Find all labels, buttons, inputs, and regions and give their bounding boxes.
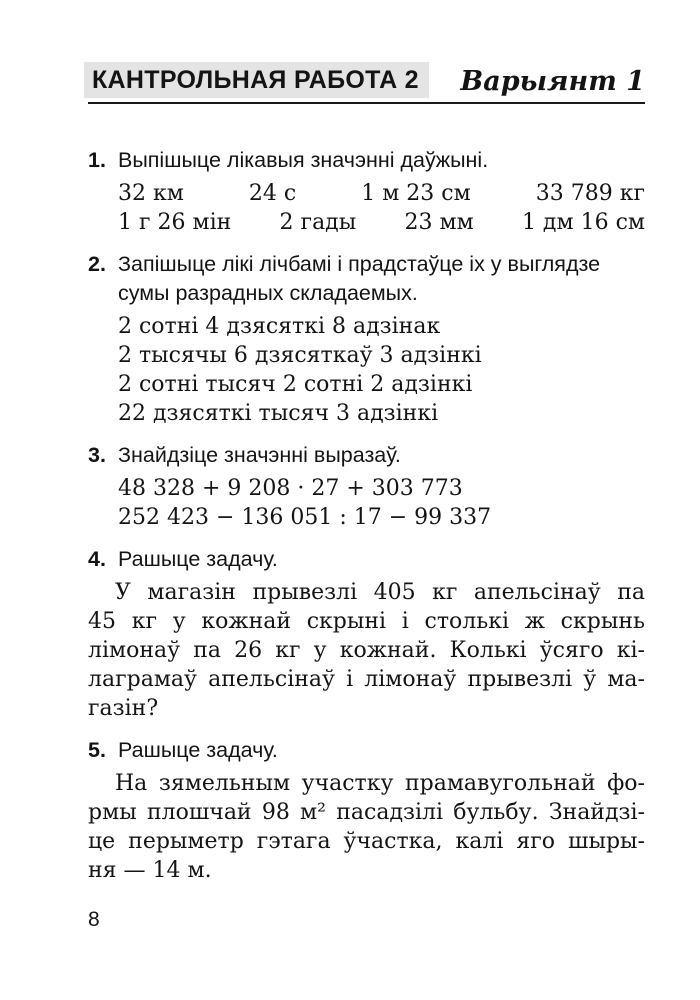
task-1-body <box>118 179 645 237</box>
task-number: 3. <box>88 443 106 467</box>
expression-line: 252 423 − 136 051 : 17 − 99 337 <box>118 505 492 530</box>
measurement-value: 24 с <box>248 181 297 206</box>
task-3 <box>88 441 645 532</box>
paragraph-line: На зямельным участку прамавугольнай фо- <box>115 771 645 796</box>
paragraph-line: У магазін прывезлі 405 кг апельсінаў па <box>115 580 645 605</box>
task-instruction: Рашыце задачу. <box>118 547 278 571</box>
task-5-head <box>88 736 645 765</box>
number-words-line: 2 сотні тысяч 2 сотні 2 адзінкі <box>118 372 473 397</box>
task-number: 1. <box>88 148 106 172</box>
task-5 <box>88 736 645 885</box>
measurement-value: 23 мм <box>404 210 474 235</box>
page-header <box>88 62 645 98</box>
measurement-value: 33 789 кг <box>535 181 645 206</box>
measurement-row <box>118 208 645 237</box>
measurement-value: 1 м 23 см <box>361 181 471 206</box>
task-instruction: Выпішыце лікавыя значэнні даўжыні. <box>118 148 489 172</box>
header-divider <box>88 102 645 104</box>
paragraph-line: це перыметр гэтага ўчастка, калі яго шыры- <box>88 829 645 854</box>
paragraph-line: ня — 14 м. <box>88 858 212 883</box>
task-instruction: Знайдзіце значэнні выразаў. <box>118 443 401 467</box>
task-number: 4. <box>88 547 106 571</box>
paragraph-line: лімонаў па 26 кг у кожнай. Колькі ўсяго кі- <box>88 638 645 663</box>
task-4-head <box>88 545 645 574</box>
task-instruction: Рашыце задачу. <box>118 738 278 762</box>
number-words-line: 22 дзясяткі тысяч 3 адзінкі <box>118 401 439 426</box>
task-number: 2. <box>88 252 106 276</box>
measurement-value: 1 г 26 мін <box>118 210 232 235</box>
task-number: 5. <box>88 738 106 762</box>
task-1 <box>88 146 645 237</box>
measurement-row <box>118 179 645 208</box>
task-3-head <box>88 441 645 470</box>
task-4 <box>88 545 645 723</box>
expression-line: 48 328 + 9 208 · 27 + 303 773 <box>118 476 463 501</box>
task-2-body <box>118 312 645 428</box>
paragraph-line: лаграмаў апельсінаў і лімонаў прывезлі ў ма- <box>88 667 645 692</box>
paragraph-line: газін? <box>88 696 159 721</box>
task-3-body <box>118 474 645 532</box>
number-words-line: 2 тысячы 6 дзясяткаў 3 адзінкі <box>118 343 482 368</box>
measurement-value: 32 км <box>118 181 184 206</box>
task-2-head <box>88 250 645 308</box>
task-1-head <box>88 146 645 175</box>
paragraph-line: рмы плошчай 98 м² пасадзілі бульбу. Знайдзі- <box>88 800 645 825</box>
task-4-problem-text <box>88 578 645 723</box>
measurement-value: 1 дм 16 см <box>521 210 645 235</box>
task-instruction: Запішыце лікі лічбамі і прадстаўце іх у выглядзе сумы разрадных складаемых. <box>118 252 601 305</box>
task-list <box>88 146 645 885</box>
paragraph-line: 45 кг у кожнай скрыні і столькі ж скрынь <box>88 609 645 634</box>
page-header-variant: Варыянт 1 <box>460 66 645 97</box>
task-2 <box>88 250 645 428</box>
page-number: 8 <box>88 908 100 931</box>
measurement-value: 2 гады <box>279 210 357 235</box>
page-header-title: КАНТРОЛЬНАЯ РАБОТА 2 <box>84 62 429 98</box>
number-words-line: 2 сотні 4 дзясяткі 8 адзінак <box>118 314 441 339</box>
task-5-problem-text <box>88 769 645 885</box>
